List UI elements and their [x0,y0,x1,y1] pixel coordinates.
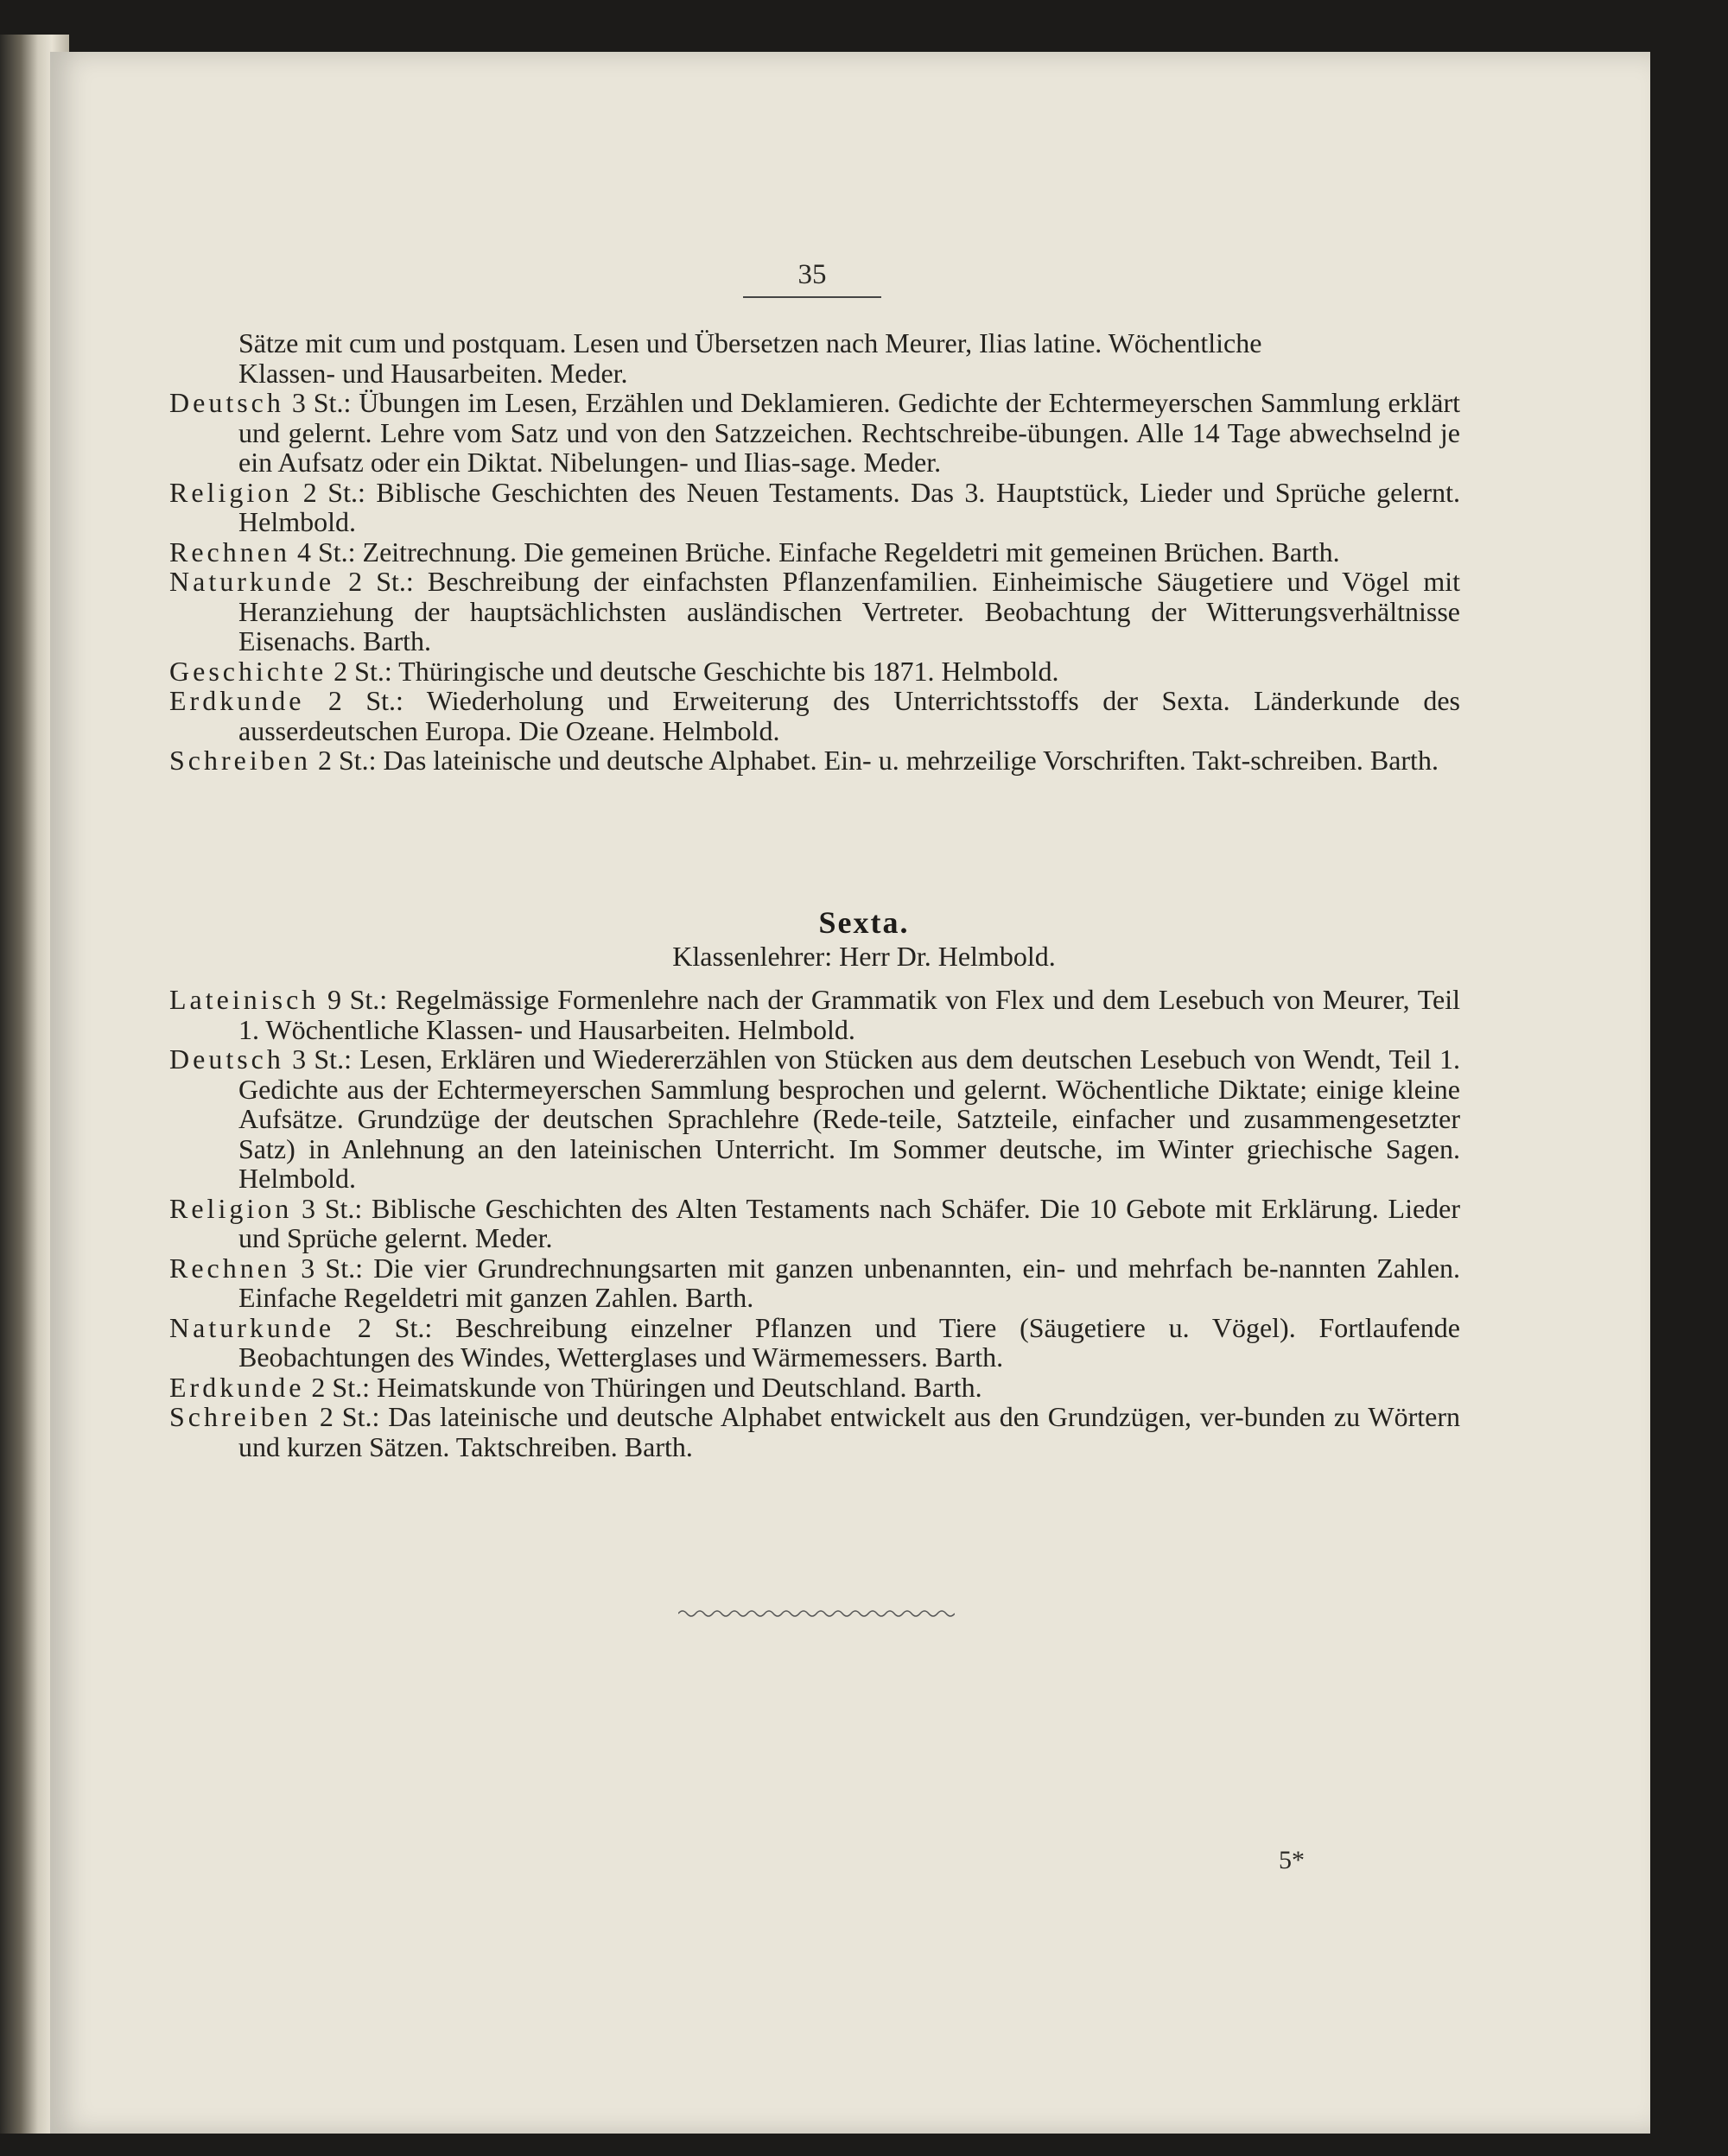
subject-label: Schreiben [169,1401,311,1432]
hours-label: 2 St.: [357,1311,433,1343]
page-number: 35 [743,259,881,298]
subject-label: Geschichte [169,655,327,687]
hours-label: 9 St.: [327,984,388,1015]
sexta-entry-lateinisch [169,985,1460,1044]
entry-text: Wiederholung und Erweiterung des Unterrichtsstoffs der Sexta. Länderkunde des ausserdeutschen Europa. Die Ozeane. Helmbold. [238,685,1461,746]
subject-label: Lateinisch [169,984,320,1015]
hours-label: 4 St.: [296,536,356,568]
continuation-line-1: Sätze mit cum und postquam. Lesen und Übersetzen nach Meurer, Ilias latine. Wöchentliche [238,327,1262,358]
quinta-entry-schreiben [169,745,1460,776]
signature-mark: 5* [1279,1846,1305,1874]
quinta-entry-geschichte [169,656,1460,687]
entry-text: Lesen, Erklären und Wiedererzählen von Stücken aus dem deutschen Lesebuch von Wendt, Teil 1. Gedichte aus der Echtermeyerschen Sammlung besprochen und gelernt. Wöchentliche Diktate; einige kleine Aufsätze. Grundzüge der deutschen Sprachlehre (Rede-teile, Satzteile, einfacher und zusammengesetzter Satz) in Anlehnung an den lateinischen Unterricht. Im Sommer deutsche, im Winter griechische Sagen. Helmbold. [238,1043,1461,1194]
entry-text: Regelmässige Formenlehre nach der Grammatik von Flex und dem Lesebuch von Meurer, Teil 1. Wöchentliche Klassen- und Hausarbeiten. Helmbold. [238,984,1461,1045]
entry-text: Beschreibung einzelner Pflanzen und Tiere (Säugetiere u. Vögel). Fortlaufende Beobachtungen des Windes, Wetterglases und Wärmemessers. Barth. [238,1311,1461,1373]
entry-text: Zeitrechnung. Die gemeinen Brüche. Einfache Regeldetri mit gemeinen Brüchen. Barth. [362,536,1340,568]
subject-label: Religion [169,476,293,508]
subject-label: Naturkunde [169,566,335,597]
sexta-entry-deutsch [169,1044,1460,1194]
section-title-sexta: Sexta. [818,905,910,940]
quinta-entry-deutsch [169,388,1460,478]
hours-label: 3 St.: [301,1192,363,1224]
subject-label: Erdkunde [169,1371,305,1403]
subject-label: Deutsch [169,387,284,418]
continuation-line-2: Klassen- und Hausarbeiten. Meder. [238,357,628,389]
hours-label: 2 St.: [311,1371,370,1403]
subject-label: Religion [169,1192,293,1224]
hours-label: 2 St.: [348,566,414,597]
hours-label: 3 St.: [301,1252,363,1284]
subject-label: Schreiben [169,745,311,776]
hours-label: 2 St.: [317,745,377,776]
entry-text: Heimatskunde von Thüringen und Deutschland. Barth. [376,1371,982,1403]
quinta-entry-naturkunde [169,567,1460,656]
class-teacher: Klassenlehrer: Herr Dr. Helmbold. [672,941,1056,972]
subject-label: Rechnen [169,536,290,568]
sexta-entry-schreiben [169,1402,1460,1462]
entry-text: Das lateinische und deutsche Alphabet entwickelt aus den Grundzügen, ver-bunden zu Wörtern und kurzen Sätzen. Taktschreiben. Barth. [238,1401,1461,1462]
sexta-entry-rechnen [169,1253,1460,1313]
entry-text: Biblische Geschichten des Alten Testaments nach Schäfer. Die 10 Gebote mit Erklärung. Lieder und Sprüche gelernt. Meder. [238,1192,1461,1253]
subject-label: Erdkunde [169,685,305,716]
hours-label: 2 St.: [334,655,392,687]
entry-text: Thüringische und deutsche Geschichte bis 1871. Helmbold. [398,655,1059,687]
sexta-entry-naturkunde [169,1313,1460,1373]
entry-text: Übungen im Lesen, Erzählen und Deklamieren. Gedichte der Echtermeyerschen Sammlung erklärt und gelernt. Lehre vom Satz und von den Satzzeichen. Rechtschreibe-übungen. Alle 14 Tage abwechselnd je ein Aufsatz oder ein Diktat. Nibelungen- und Ilias-sage. Meder. [238,387,1461,478]
hours-label: 2 St.: [302,476,365,508]
hours-label: 3 St.: [291,387,352,418]
hours-label: 2 St.: [319,1401,380,1432]
entry-text: Beschreibung der einfachsten Pflanzenfamilien. Einheimische Säugetiere und Vögel mit Heranziehung der hauptsächlichsten ausländischen Vertreter. Beobachtung der Witterungsverhältnisse Eisenachs. Barth. [238,566,1461,656]
hours-label: 3 St.: [292,1043,352,1075]
subject-label: Naturkunde [169,1311,335,1343]
entry-text: Biblische Geschichten des Neuen Testaments. Das 3. Hauptstück, Lieder und Sprüche gelernt. Helmbold. [238,476,1461,537]
quinta-entry-erdkunde [169,686,1460,745]
quinta-entry-religion [169,478,1460,537]
sexta-section [169,985,1460,1462]
hours-label: 2 St.: [327,685,403,716]
quinta-section [169,328,1460,776]
entry-text: Die vier Grundrechnungsarten mit ganzen unbenannten, ein- und mehrfach be-nannten Zahlen. Einfache Regeldetri mit ganzen Zahlen. Barth. [238,1252,1461,1313]
sexta-entry-religion [169,1194,1460,1253]
wavy-divider-ornament [678,1607,955,1620]
entry-text: Das lateinische und deutsche Alphabet. Ein- u. mehrzeilige Vorschriften. Takt-schreiben. Barth. [383,745,1439,776]
subject-label: Deutsch [169,1043,284,1075]
quinta-entry-rechnen [169,537,1460,568]
subject-label: Rechnen [169,1252,290,1284]
sexta-entry-erdkunde [169,1373,1460,1403]
